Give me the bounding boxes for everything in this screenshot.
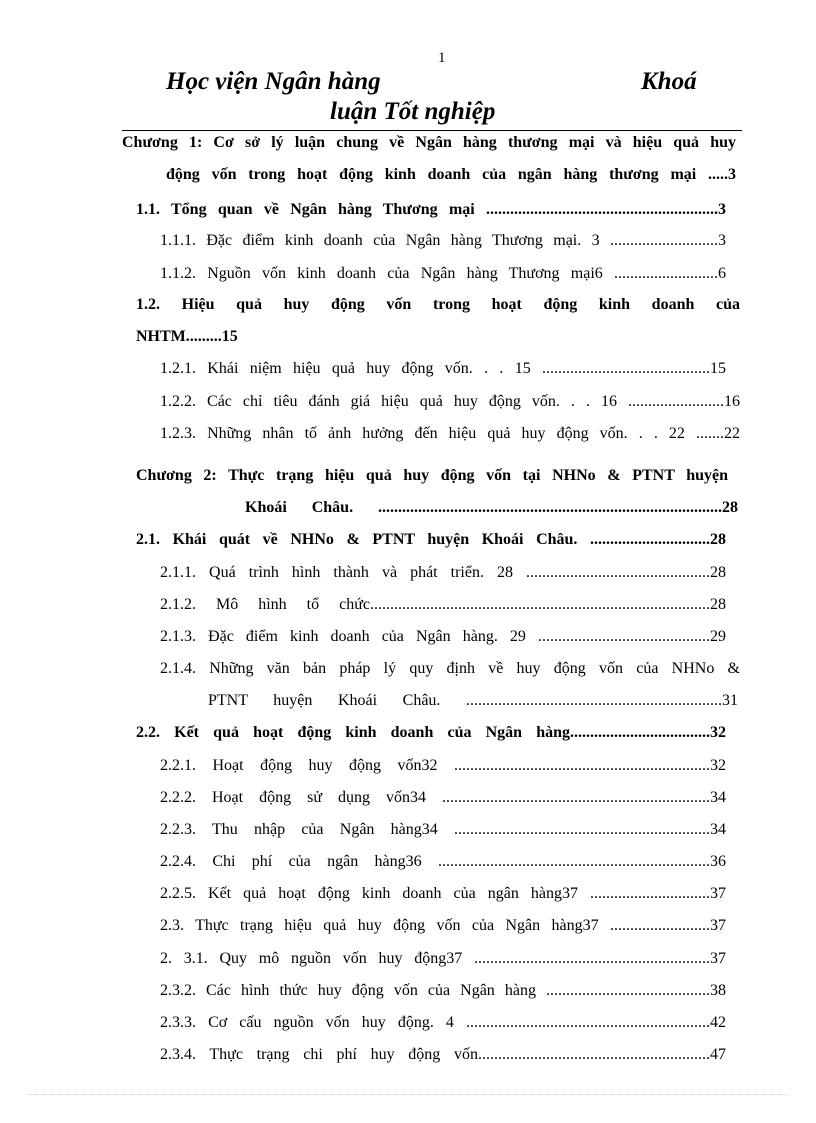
- toc-entry-2-3-3: 2.3.3. Cơ cấu nguồn vốn huy động. 4 .............................................................42: [160, 1014, 726, 1031]
- toc-entry-2-1-4: 2.1.4. Những văn bản pháp lý quy định về huy động vốn của NHNo &: [160, 660, 740, 677]
- toc-entry-1-1-1: 1.1.1. Đặc điểm kinh doanh của Ngân hàng Thương mại. 3 ...........................3: [160, 232, 726, 249]
- header-rule: [122, 130, 742, 131]
- page-break-line: [28, 1094, 788, 1095]
- toc-entry-2-1-4-cont: PTNT huyện Khoái Châu. ................................................................31: [208, 692, 738, 709]
- toc-entry-2-1-1: 2.1.1. Quá trình hình thành và phát triển. 28 ..............................................28: [160, 564, 726, 581]
- toc-entry-chapter-2-cont: Khoái Châu. ......................................................................................28: [245, 499, 738, 516]
- header-thesis-word: Khoá: [641, 68, 697, 95]
- toc-entry-2-3-2: 2.3.2. Các hình thức huy động vốn của Ngân hàng .........................................38: [160, 982, 726, 999]
- toc-entry-2-1-2: 2.1.2. Mô hình tổ chức.....................................................................................28: [160, 596, 726, 613]
- toc-entry-2-3-1: 2. 3.1. Quy mô nguồn vốn huy động37 ...........................................................37: [160, 950, 726, 967]
- toc-entry-2-3-4: 2.3.4. Thực trạng chi phí huy động vốn..........................................................47: [160, 1046, 726, 1063]
- toc-entry-2-1-3: 2.1.3. Đặc điểm kinh doanh của Ngân hàng. 29 ...........................................29: [160, 628, 726, 645]
- toc-entry-1-1-2: 1.1.2. Nguồn vốn kinh doanh của Ngân hàng Thương mại6 ..........................6: [160, 265, 726, 282]
- toc-entry-1-2-2: 1.2.2. Các chỉ tiêu đánh giá hiệu quả huy động vốn. . . 16 ........................16: [160, 393, 740, 410]
- toc-entry-1-2-1: 1.2.1. Khái niệm hiệu quả huy động vốn. . . 15 ..........................................15: [160, 360, 726, 377]
- toc-entry-2-2-1: 2.2.1. Hoạt động huy động vốn32 ................................................................32: [160, 757, 726, 774]
- header-thesis-subtitle: luận Tốt nghiệp: [330, 98, 496, 125]
- toc-entry-chapter-1: Chương 1: Cơ sở lý luận chung về Ngân hàng thương mại và hiệu quả huy: [122, 134, 736, 151]
- toc-entry-2-2-4: 2.2.4. Chi phí của ngân hàng36 ....................................................................36: [160, 853, 726, 870]
- header-institution: Học viện Ngân hàng: [166, 68, 381, 95]
- page-number: 1: [438, 50, 446, 66]
- toc-entry-1-2-cont: NHTM.........15: [136, 328, 238, 345]
- toc-entry-2-2: 2.2. Kết quả hoạt động kinh doanh của Ngân hàng...................................32: [136, 724, 726, 741]
- toc-entry-2-2-2: 2.2.2. Hoạt động sử dụng vốn34 ...................................................................34: [160, 789, 726, 806]
- toc-entry-1-2-3: 1.2.3. Những nhân tố ảnh hưởng đến hiệu quả huy động vốn. . . 22 .......22: [160, 425, 740, 442]
- toc-entry-1-2: 1.2. Hiệu quả huy động vốn trong hoạt động kinh doanh của: [136, 296, 740, 313]
- toc-entry-2-2-5: 2.2.5. Kết quả hoạt động kinh doanh của ngân hàng37 ..............................37: [160, 885, 726, 902]
- toc-entry-chapter-2: Chương 2: Thực trạng hiệu quả huy động vốn tại NHNo & PTNT huyện: [136, 467, 728, 484]
- toc-entry-2-1: 2.1. Khái quát về NHNo & PTNT huyện Khoái Châu. ..............................28: [136, 531, 726, 548]
- toc-entry-2-3: 2.3. Thực trạng hiệu quả huy động vốn của Ngân hàng37 .........................37: [160, 917, 726, 934]
- toc-entry-1-1: 1.1. Tổng quan về Ngân hàng Thương mại ..........................................................3: [136, 201, 726, 218]
- toc-entry-chapter-1-cont: động vốn trong hoạt động kinh doanh của ngân hàng thương mại .....3: [166, 166, 736, 183]
- toc-entry-2-2-3: 2.2.3. Thu nhập của Ngân hàng34 ................................................................34: [160, 821, 726, 838]
